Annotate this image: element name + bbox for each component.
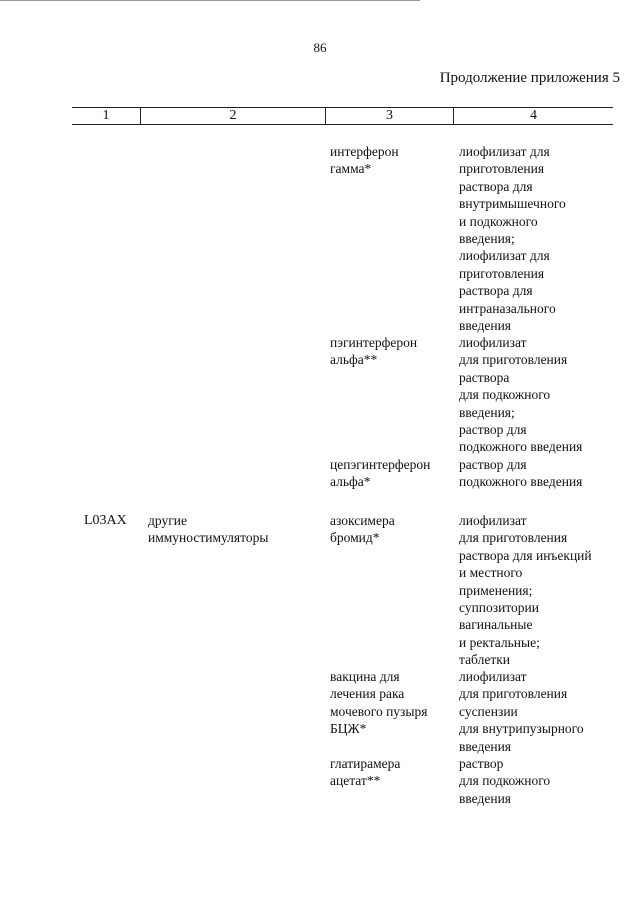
dosage-form-line: суппозитории [459, 600, 539, 616]
group-name-line: иммуностимуляторы [148, 530, 269, 546]
dosage-form-line: и местного [459, 565, 523, 581]
dosage-form-line: раствор [459, 756, 504, 771]
dosage-form-line: и подкожного [459, 213, 538, 229]
drug-name [330, 143, 399, 178]
drug-name-line: альфа** [330, 352, 378, 368]
drug-name-line: глатирамера [330, 756, 401, 771]
column-header-4: 4 [453, 108, 613, 124]
column-header-1: 1 [102, 108, 110, 123]
dosage-forms [459, 512, 592, 669]
column-header-3: 3 [325, 108, 453, 124]
drug-name-line: цепэгинтерферон [330, 457, 431, 472]
dosage-form-line: приготовления [459, 265, 545, 281]
dosage-form-line: применения; [459, 582, 533, 598]
dosage-forms [459, 334, 582, 456]
drug-name-line: гамма* [330, 161, 372, 177]
dosage-form-line: для подкожного [459, 387, 551, 403]
dosage-form-line: для приготовления [459, 686, 568, 702]
dosage-form-line: раствора для инъекций [459, 547, 592, 563]
drug-name-line: азоксимера [330, 513, 395, 528]
drug-name-line: интерферон [330, 144, 399, 159]
dosage-form-line: лиофилизат [459, 335, 527, 350]
drug-name-line: ацетат** [330, 773, 381, 789]
dosage-form-line: для подкожного [459, 773, 551, 789]
dosage-form-line: для внутрипузырного [459, 721, 584, 737]
drug-name [330, 334, 417, 369]
group-name-line: другие [148, 513, 187, 528]
page-number: 86 [313, 40, 327, 55]
dosage-form-line: таблетки [459, 652, 511, 668]
dosage-form-line: и ректальные; [459, 634, 540, 650]
atc-code: L03AX [84, 513, 127, 528]
dosage-form-line: раствора для [459, 283, 533, 299]
dosage-form-line: вагинальные [459, 617, 533, 633]
dosage-forms [459, 143, 566, 334]
drug-name-line: БЦЖ* [330, 721, 367, 737]
group-name [148, 512, 268, 547]
drug-name [330, 456, 430, 491]
dosage-form-line: для приготовления [459, 352, 568, 368]
drug-name [330, 512, 395, 547]
dosage-form-line: внутримышечного [459, 196, 566, 212]
dosage-forms [459, 456, 582, 491]
dosage-form-line: интраназального [459, 300, 556, 316]
dosage-forms [459, 755, 550, 807]
table-header-row [72, 107, 613, 125]
column-header-2: 2 [140, 108, 325, 124]
drug-name-line: пэгинтерферон [330, 335, 418, 350]
dosage-form-line: приготовления [459, 161, 545, 177]
dosage-form-line: введения [459, 318, 512, 334]
dosage-form-line: лиофилизат для [459, 144, 550, 159]
drug-name-line: вакцина для [330, 669, 400, 684]
dosage-form-line: подкожного введения [459, 439, 583, 455]
appendix-continuation-title: Продолжение приложения 5 [439, 70, 620, 86]
dosage-form-line: лиофилизат [459, 513, 527, 528]
top-scan-rule [0, 0, 420, 1]
dosage-form-line: суспензии [459, 703, 518, 719]
dosage-form-line: введения [459, 738, 512, 754]
dosage-form-line: лиофилизат [459, 669, 527, 684]
dosage-form-line: раствора [459, 369, 510, 385]
drug-name [330, 755, 400, 790]
dosage-form-line: раствор для [459, 422, 527, 438]
dosage-forms [459, 668, 584, 755]
dosage-form-line: для приготовления [459, 530, 568, 546]
dosage-form-line: введения [459, 790, 512, 806]
dosage-form-line: подкожного введения [459, 474, 583, 490]
drug-name-line: мочевого пузыря [330, 703, 428, 719]
drug-name [330, 668, 427, 738]
drug-name-line: альфа* [330, 474, 371, 490]
dosage-form-line: раствор для [459, 457, 527, 472]
dosage-form-line: раствора для [459, 178, 533, 194]
dosage-form-line: введения; [459, 404, 515, 420]
drug-name-line: лечения рака [330, 686, 405, 702]
dosage-form-line: введения; [459, 231, 515, 247]
dosage-form-line: лиофилизат для [459, 248, 550, 264]
drug-name-line: бромид* [330, 530, 380, 546]
